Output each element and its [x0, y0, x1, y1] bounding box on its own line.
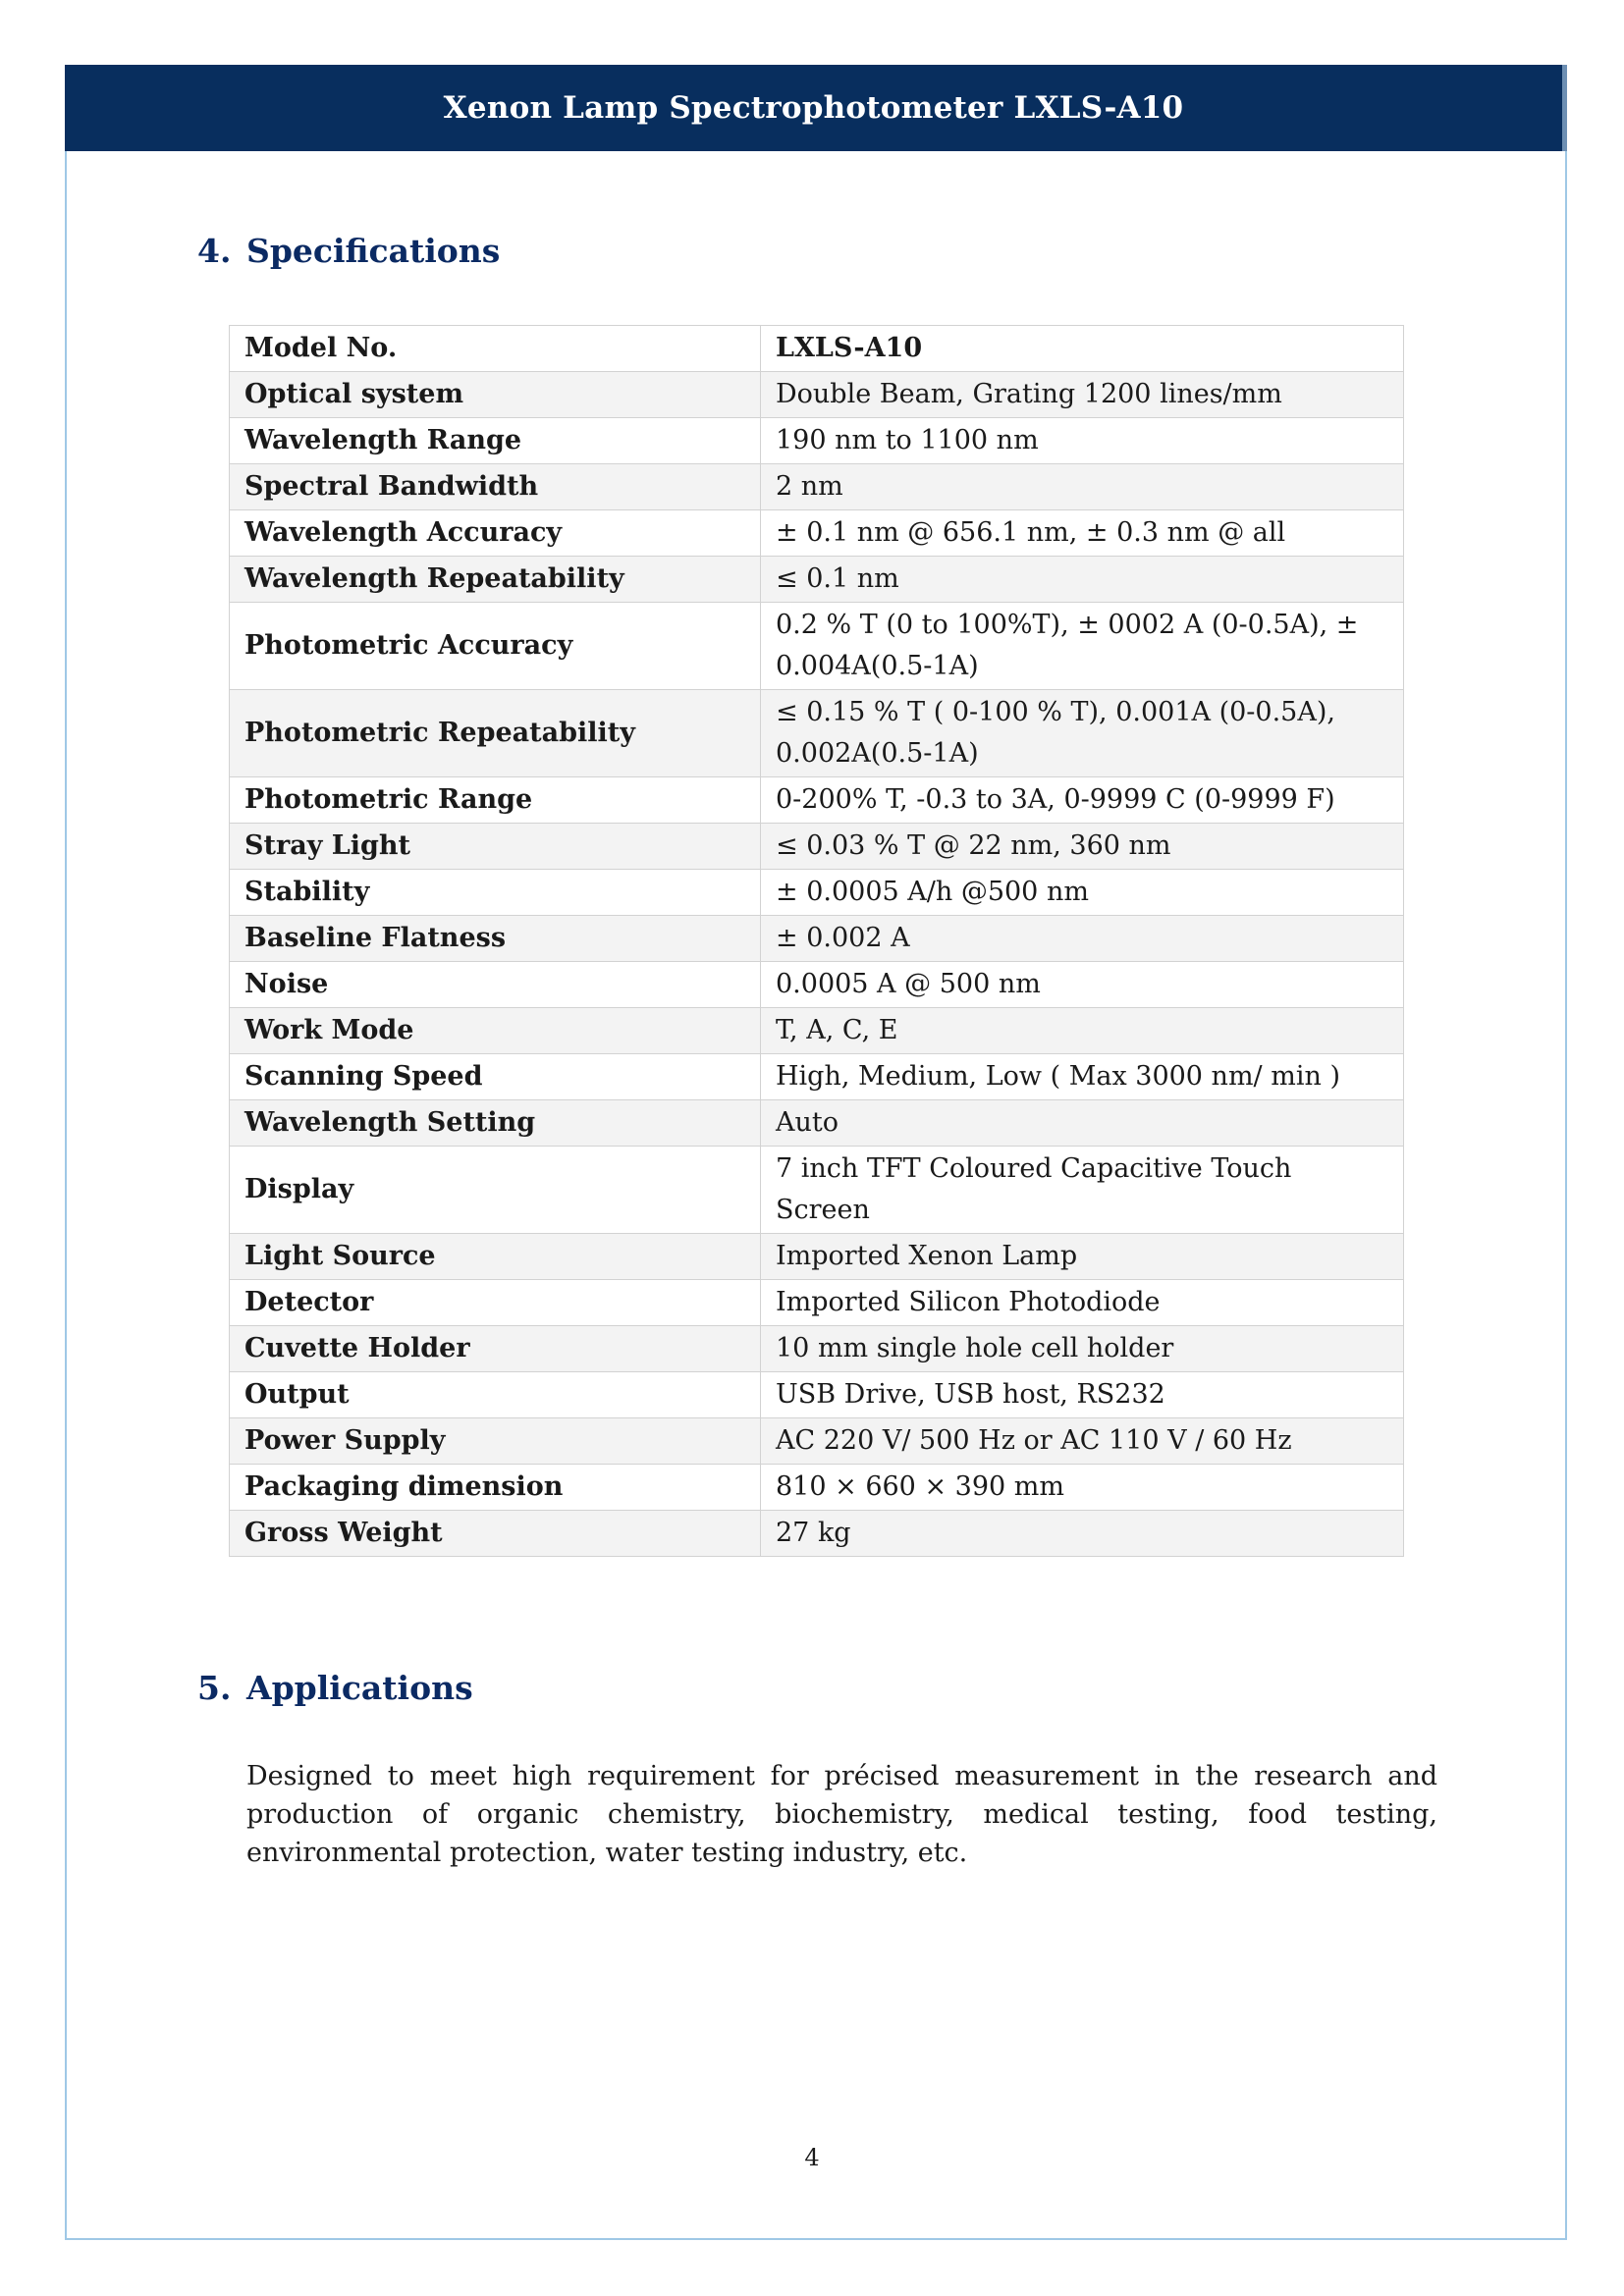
spec-value: ± 0.0005 A/h @500 nm [761, 870, 1404, 916]
table-row [230, 1372, 1404, 1418]
spec-label: Gross Weight [230, 1511, 761, 1557]
spec-label: Light Source [230, 1234, 761, 1280]
spec-label: Scanning Speed [230, 1054, 761, 1100]
table-row [230, 1147, 1404, 1234]
spec-value: T, A, C, E [761, 1008, 1404, 1054]
spec-label: Packaging dimension [230, 1465, 761, 1511]
table-row [230, 372, 1404, 418]
spec-label: Photometric Repeatability [230, 690, 761, 777]
specifications-heading-number: 4. [197, 232, 232, 270]
table-row [230, 1054, 1404, 1100]
spec-value: Auto [761, 1100, 1404, 1147]
spec-label: Work Mode [230, 1008, 761, 1054]
spec-value: Imported Xenon Lamp [761, 1234, 1404, 1280]
table-row [230, 510, 1404, 557]
spec-value: 10 mm single hole cell holder [761, 1326, 1404, 1372]
spec-label: Stray Light [230, 824, 761, 870]
spec-value: LXLS-A10 [761, 326, 1404, 372]
table-row [230, 962, 1404, 1008]
table-row [230, 824, 1404, 870]
specifications-table [229, 325, 1404, 1557]
table-row [230, 1008, 1404, 1054]
spec-value: ± 0.1 nm @ 656.1 nm, ± 0.3 nm @ all [761, 510, 1404, 557]
spec-value: 0.2 % T (0 to 100%T), ± 0002 A (0-0.5A), ± 0.004A(0.5-1A) [761, 603, 1404, 690]
page-number: 4 [804, 2144, 820, 2171]
spec-value: ≤ 0.15 % T ( 0-100 % T), 0.001A (0-0.5A), 0.002A(0.5-1A) [761, 690, 1404, 777]
spec-value: High, Medium, Low ( Max 3000 nm/ min ) [761, 1054, 1404, 1100]
spec-value: AC 220 V/ 500 Hz or AC 110 V / 60 Hz [761, 1418, 1404, 1465]
table-row [230, 1234, 1404, 1280]
spec-label: Display [230, 1147, 761, 1234]
table-row [230, 777, 1404, 824]
spec-label: Photometric Accuracy [230, 603, 761, 690]
table-row [230, 916, 1404, 962]
spec-label: Optical system [230, 372, 761, 418]
spec-label: Wavelength Setting [230, 1100, 761, 1147]
spec-label: Baseline Flatness [230, 916, 761, 962]
spec-label: Wavelength Range [230, 418, 761, 464]
spec-value: 0-200% T, -0.3 to 3A, 0-9999 C (0-9999 F) [761, 777, 1404, 824]
spec-label: Wavelength Repeatability [230, 557, 761, 603]
applications-heading-title: Applications [246, 1669, 473, 1707]
spec-value: ± 0.002 A [761, 916, 1404, 962]
spec-value: 27 kg [761, 1511, 1404, 1557]
document-title: Xenon Lamp Spectrophotometer LXLS-A10 [443, 90, 1184, 126]
table-row [230, 1280, 1404, 1326]
spec-label: Model No. [230, 326, 761, 372]
spec-label: Noise [230, 962, 761, 1008]
table-row [230, 870, 1404, 916]
table-row [230, 1511, 1404, 1557]
applications-paragraph: Designed to meet high requirement for précised measurement in the research and production of organic chemistry, biochemistry, medical testing, food testing, environmental protection, water testing industry, etc. [246, 1761, 1437, 1868]
table-row [230, 557, 1404, 603]
table-row [230, 418, 1404, 464]
table-row [230, 1418, 1404, 1465]
spec-label: Detector [230, 1280, 761, 1326]
table-row [230, 1100, 1404, 1147]
specifications-table-body [230, 326, 1404, 1557]
table-row [230, 603, 1404, 690]
spec-value: ≤ 0.03 % T @ 22 nm, 360 nm [761, 824, 1404, 870]
spec-value: USB Drive, USB host, RS232 [761, 1372, 1404, 1418]
specifications-heading [197, 232, 500, 270]
table-row [230, 464, 1404, 510]
spec-label: Spectral Bandwidth [230, 464, 761, 510]
specifications-heading-title: Specifications [246, 232, 501, 270]
spec-label: Power Supply [230, 1418, 761, 1465]
spec-label: Stability [230, 870, 761, 916]
spec-label: Cuvette Holder [230, 1326, 761, 1372]
spec-value: 0.0005 A @ 500 nm [761, 962, 1404, 1008]
spec-value: 7 inch TFT Coloured Capacitive Touch Screen [761, 1147, 1404, 1234]
spec-label: Photometric Range [230, 777, 761, 824]
header-bar [65, 65, 1567, 151]
table-row [230, 1465, 1404, 1511]
table-row [230, 326, 1404, 372]
table-row [230, 690, 1404, 777]
spec-value: Imported Silicon Photodiode [761, 1280, 1404, 1326]
spec-value: ≤ 0.1 nm [761, 557, 1404, 603]
applications-heading [197, 1669, 473, 1707]
spec-label: Wavelength Accuracy [230, 510, 761, 557]
table-row [230, 1326, 1404, 1372]
spec-value: 810 × 660 × 390 mm [761, 1465, 1404, 1511]
spec-label: Output [230, 1372, 761, 1418]
spec-value: Double Beam, Grating 1200 lines/mm [761, 372, 1404, 418]
spec-value: 2 nm [761, 464, 1404, 510]
applications-heading-number: 5. [197, 1669, 232, 1707]
spec-value: 190 nm to 1100 nm [761, 418, 1404, 464]
